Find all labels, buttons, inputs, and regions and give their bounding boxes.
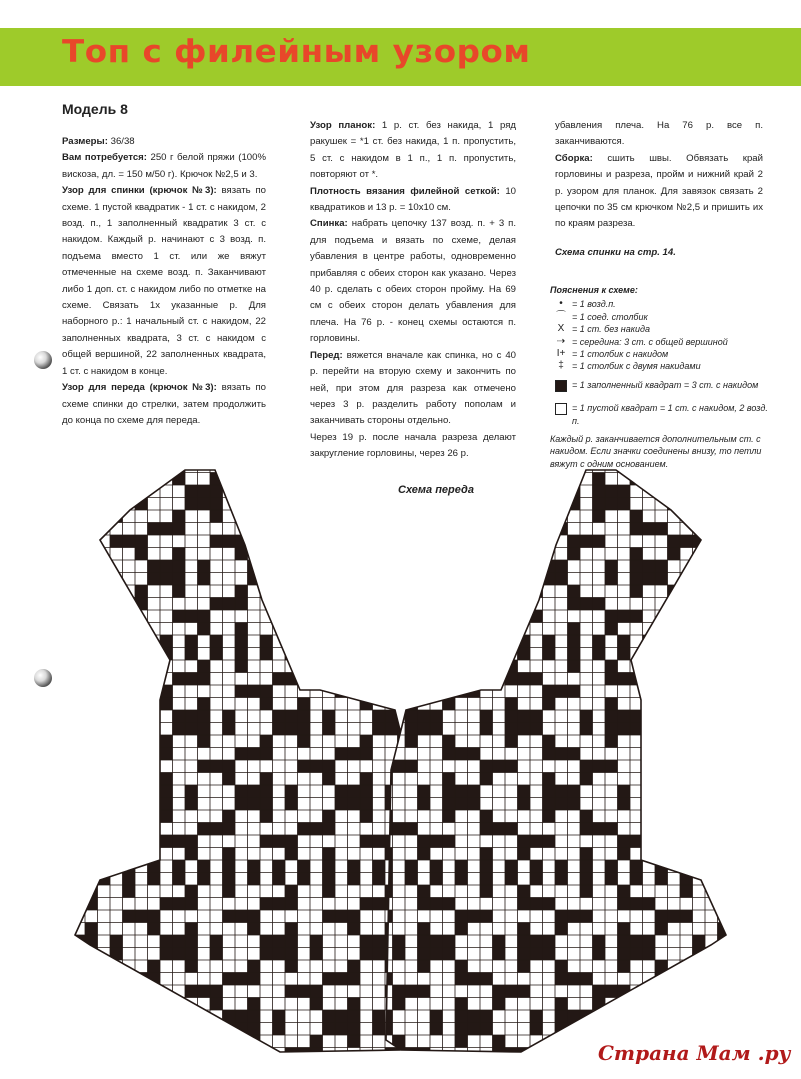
front-text: вяжется вначале как спинка, но с 40 р. перейти на вторую схему и закончить по ней, при этом для разреза как отмечено через 3 р. разделить работу пополам и заканчивать стороны отдельно. bbox=[310, 349, 516, 427]
legend-title: Пояснения к схеме: bbox=[550, 285, 638, 295]
assembly-text: сшить швы. Обвязать край горловины и разреза, пройм и нижний край 2 р. узором для планок. Для завязок связать 2 цепочки по 35 см крючком №2,5 и пришить их по краям разреза. bbox=[555, 152, 763, 230]
legend-text: = 1 заполненный квадрат = 3 ст. с накидом bbox=[572, 379, 759, 390]
front-pattern-text: вязать по схеме спинки до стрелки, затем продолжить до конца по схеме для переда. bbox=[62, 382, 266, 426]
edge-pattern-label: Узор планок: bbox=[310, 120, 376, 131]
back-chart-reference: Схема спинки на стр. 14. bbox=[555, 246, 676, 258]
legend-symbol: I+ bbox=[556, 348, 566, 360]
chart-left-half bbox=[60, 460, 435, 1060]
back-label: Спинка: bbox=[310, 218, 348, 230]
shoulder-paragraph: убавления плеча. На 76 р. все п. заканчиваются. bbox=[555, 120, 763, 148]
back-text: набрать цепочку 137 возд. п. + 3 п. для подъема и вязать по схеме, делая убавления в центре работы, одновременно прибавляя с обеих сторон как указано. Через 40 р. сделать с обеих сторон пройму. На 69 см с обеих сторон делать убавления для плеча. На 76 р. - конец схемы остаются п. горловины. bbox=[310, 218, 516, 345]
edge-pattern-text: 1 р. ст. без накида, 1 ряд ракушек = *1 ст. без накида, 1 п. пропустить, 5 ст. с накидом в 1 п., 1 п. пропустить, повторяют от *. bbox=[310, 120, 516, 181]
chart-right-half bbox=[380, 460, 760, 1060]
legend-text: = 1 пустой квадрат = 1 ст. с накидом, 2 возд. п. bbox=[572, 403, 768, 426]
legend-text: = 1 соед. столбик bbox=[572, 311, 648, 322]
legend-symbol: ⇢ bbox=[556, 335, 566, 347]
back-pattern-label: Узор для спинки (крючок №3): bbox=[62, 185, 217, 197]
legend-symbol: X bbox=[557, 323, 565, 335]
watermark: Страна Мам .ру bbox=[598, 1041, 791, 1065]
front-label: Перед: bbox=[310, 349, 343, 361]
density-label: Плотность вязания филейной сеткой: bbox=[310, 185, 500, 197]
legend-text: = середина: 3 ст. с общей вершиной bbox=[572, 336, 728, 347]
legend-text: = 1 ст. без накида bbox=[572, 324, 651, 335]
sizes-label: Размеры: bbox=[62, 136, 108, 147]
chart-caption: Схема переда bbox=[398, 484, 474, 496]
legend-symbol: ‡ bbox=[558, 360, 564, 372]
legend-note: Каждый р. заканчивается дополнительным ст. с накидом. Если значки соединены внизу, то петли вяжут с одним основанием. bbox=[550, 434, 762, 469]
legend-symbol: ⌒ bbox=[556, 310, 566, 322]
front-pattern-label: Узор для переда (крючок №3): bbox=[62, 382, 217, 394]
back-pattern-text: вязать по схеме. 1 пустой квадратик - 1 ст. с накидом, 2 возд. п., 1 заполненный квадратик 3 ст. с накидом. Каждый р. начинают с 3 возд. п. подъема вместо 1 ст. или же вяжут отмеченные на схеме возд. п. Заканчивают либо 1 доп. ст. с накидом либо по отметке на схеме. Связать 1х указанные р. Для наборного р.: 1 начальный ст. с накидом, 22 заполненных квадрата, 3 ст. с накидом с общей вершиной, 22 заполненных квадрата, 1 ст. с накидом в конце. bbox=[62, 185, 266, 377]
legend-symbol: • bbox=[559, 298, 563, 310]
density-text: 10 квадратиков и 13 р. = 10х10 см. bbox=[310, 185, 516, 214]
sizes-text: 36/38 bbox=[107, 136, 135, 147]
assembly-label: Сборка: bbox=[555, 152, 593, 164]
legend-text: = 1 столбик с двумя накидами bbox=[572, 361, 701, 372]
page-title: Топ с филейным узором bbox=[62, 34, 531, 70]
materials-text: 250 г белой пряжи (100% вискоза, дл. = 150 м/50 г). Крючок №2,5 и 3. bbox=[62, 152, 266, 180]
legend-text: = 1 столбик с накидом bbox=[572, 349, 669, 360]
neck-paragraph: Через 19 р. после начала разреза делают закругление горловины, через 26 р. bbox=[310, 431, 516, 460]
materials-label: Вам потребуется: bbox=[62, 152, 147, 164]
legend-text: = 1 возд.п. bbox=[572, 299, 616, 310]
model-label: Модель 8 bbox=[62, 101, 128, 117]
